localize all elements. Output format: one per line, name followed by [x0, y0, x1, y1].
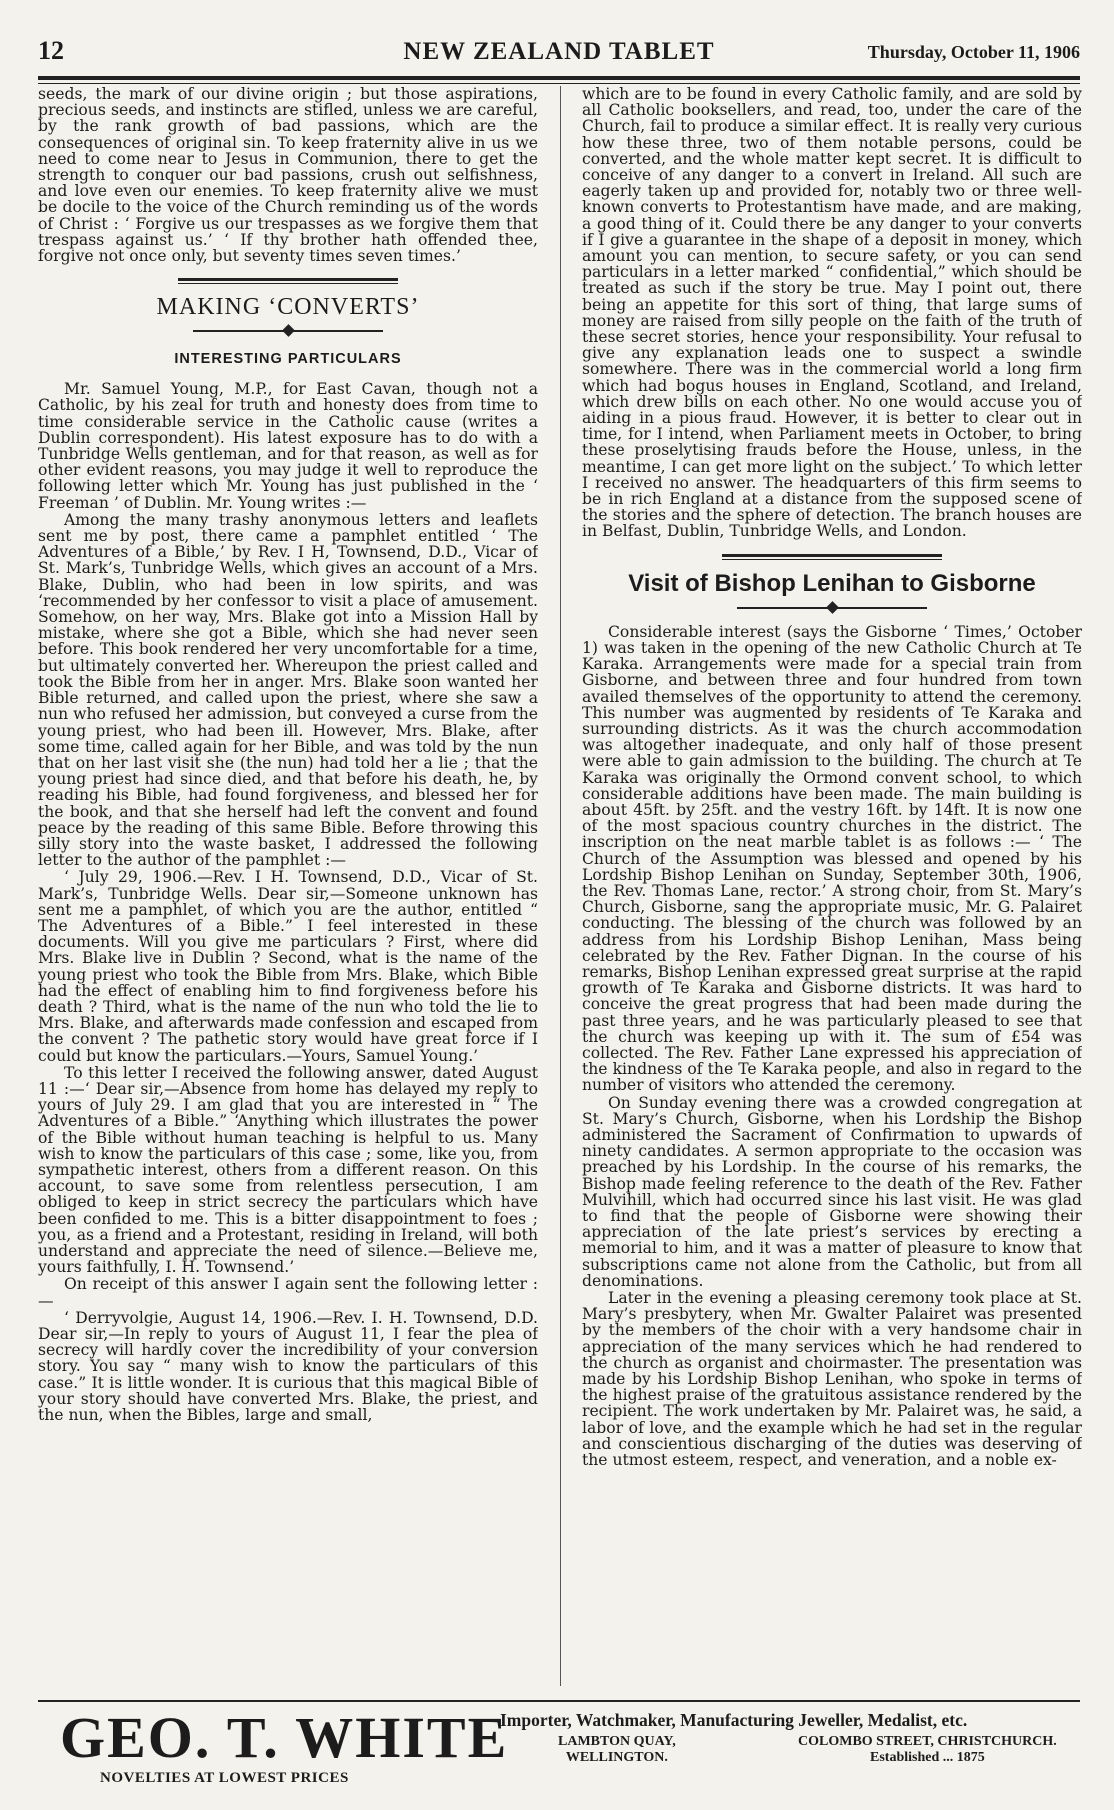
- page-header: [38, 32, 1080, 74]
- established-line: Established ... 1875: [870, 1750, 985, 1765]
- address-line: COLOMBO STREET, CHRISTCHURCH.: [798, 1734, 1057, 1749]
- article-paragraph: ‘ Derryvolgie, August 14, 1906.—Rev. I. H. Townsend, D.D. Dear sir,—In reply to yours of August 11, I fear the plea of secrecy will hardly cover the incredibility of your conversion story. You say “ many wish to know the particulars of this case.” It is little wonder. It is curious that this magical Bible of your story should have converted Mrs. Blake, the priest, and the nun, when the Bibles, large and small,: [38, 1308, 538, 1425]
- article-title-bishop-visit: Visit of Bishop Lenihan to Gisborne: [628, 569, 1036, 597]
- article-paragraph: Mr. Samuel Young, M.P., for East Cavan, though not a Catholic, by his zeal for truth and honesty does from time to time considerable service in the Catholic cause (writes a Dublin correspondent). His latest exposure has to do with a Tunbridge Wells gentleman, and for that reason, as well as for other evident reasons, you may judge it well to reproduce the following letter which Mr. Young has just published in the ‘ Freeman ’ of Dublin. Mr. Young writes :—: [38, 380, 538, 512]
- article-paragraph: Among the many trashy anonymous letters and leaflets sent me by post, there came a pamphlet entitled ‘ The Adventures of a Bible,’ by Rev. I H, Townsend, D.D., Vicar of St. Mark’s, Tunbridge Wells, which gives an account of a Mrs. Blake, Dublin, who had been in low spirits, and was ‘recommended by her confessor to visit a place of amusement. Somehow, on her way, Mrs. Blake got into a Mission Hall by mistake, where she got a Bible, which she had never seen before. This book rendered her very uncomfortable for a time, but ultimately converted her. Whereupon the priest called and took the Bible from her in anger. Mrs. Blake soon wanted her Bible returned, and called upon the priest, where she saw a nun who refused her admission, but conveyed a curse from the young priest, who had been ill. However, Mrs. Blake, after some time, called again for her Bible, and was told by the nun that on her last visit she (the nun) had told her a lie ; that the young priest had since died, and that before his death, he, by reading his Bible, had found forgiveness, and blessed her for the book, and that she herself had left the convent and found peace by the reading of this same Bible. Before throwing this silly story into the waste basket, I addressed the following letter to the author of the pamphlet :—: [38, 510, 538, 870]
- column-divider: [560, 86, 561, 1686]
- advertiser-name: GEO. T. WHITE: [60, 1705, 509, 1770]
- article-paragraph: ‘ July 29, 1906.—Rev. I H. Townsend, D.D., Vicar of St. Mark’s, Tunbridge Wells. Dear sir,—Someone unknown has sent me a pamphlet, of which you are the author, entitled “ The Adventures of a Bible.” I feel interested in these documents. Will you give me particulars ? First, where did Mrs. Blake live in Dublin ? Second, what is the name of the young priest who took the Bible from Mrs. Blake, which Bible had the effect of enabling him to find forgiveness before his death ? Third, what is the name of the nun who told the lie to Mrs. Blake, and afterwards made confession and escaped from the convent ? The pathetic story would have great force if I could but know the particulars.—Yours, Samuel Young.’: [38, 868, 538, 1065]
- article-paragraph: Considerable interest (says the Gisborne ‘ Times,’ October 1) was taken in the opening of the new Catholic Church at Te Karaka. Arrangements were made for a special train from Gisborne, and between three and four hundred from town availed themselves of the opportunity to attend the ceremony. This number was augmented by residents of Te Karaka and surrounding districts. As it was the church accommodation was altogether inadequate, and only half of those present were able to gain admission to the building. The church at Te Karaka was originally the Ormond convent school, to which considerable additions have been made. The main building is about 45ft. by 25ft. and the vestry 16ft. by 14ft. It is now one of the most spacious country churches in the district. The inscription on the neat marble tablet is as follows :— ‘ The Church of the Assumption was blessed and opened by his Lordship Bishop Lenihan on Sunday, September 30th, 1906, the Rev. Thomas Lane, rector.’ A strong choir, from St. Mary’s Church, Gisborne, sang the appropriate music, Mr. G. Palairet conducting. The blessing of the church was followed by an address from his Lordship Bishop Lenihan, Mass being celebrated by the Rev. Father Dignan. In the course of his remarks, Bishop Lenihan expressed great surprise at the rapid growth of Te Karaka and Gisborne districts. It was hard to conceive the great progress that had been made during the past three years, and he was particularly pleased to see that the church was keeping up with it. The sum of £54 was collected. The Rev. Father Lane expressed his appreciation of the kindness of the Te Karaka people, and also in regard to the number of visitors who attended the ceremony.: [582, 622, 1082, 1095]
- advertiser-trade: Importer, Watchmaker, Manufacturing Jeweller, Medalist, etc.: [500, 1710, 968, 1730]
- article-paragraph: On Sunday evening there was a crowded congregation at St. Mary’s Church, Gisborne, when his Lordship the Bishop administered the Sacrament of Confirmation to upwards of ninety candidates. A sermon appropriate to the occasion was preached by his Lordship. In the course of his remarks, the Bishop made feeling reference to the death of the Rev. Father Mulvihill, which had occurred since his last visit. He was glad to find that the people of Gisborne were showing their appreciation of the late priest’s services by erecting a memorial to him, and it was a matter of pleasure to know that subscriptions came not alone from the Catholic, but from all denominations.: [582, 1093, 1082, 1290]
- title-ornament: [193, 325, 383, 337]
- address-line: LAMBTON QUAY,: [558, 1734, 676, 1749]
- section-divider: [722, 554, 942, 560]
- header-rule-thick: [38, 76, 1080, 80]
- address-wellington: [558, 1734, 676, 1766]
- issue-date: Thursday, October 11, 1906: [867, 42, 1080, 62]
- advertiser-tagline: NOVELTIES AT LOWEST PRICES: [100, 1770, 349, 1786]
- left-column: [38, 86, 538, 1686]
- header-rule-thin: [38, 83, 1080, 84]
- intro-paragraph: seeds, the mark of our divine origin ; but those aspirations, precious seeds, and instincts are stifled, unless we are careful, by the rank growth of bad passions, which are the consequences of original sin. To keep fraternity alive in us we need to come near to Jesus in Communion, there to get the strength to conquer our bad passions, crush out selfishness, and love even our enemies. To keep fraternity alive we must be docile to the voice of the Church reminding us of the words of Christ : ‘ Forgive us our trespasses as we forgive them that trespass against us.’ ‘ If thy brother hath offended thee, forgive not once only, but seventy times seven times.’: [38, 86, 538, 266]
- article-paragraph: On receipt of this answer I again sent the following letter :—: [38, 1275, 538, 1310]
- page-number: 12: [38, 36, 64, 65]
- advertisement-banner: [38, 1700, 1080, 1796]
- section-divider: [178, 278, 398, 284]
- continuation-paragraph: which are to be found in every Catholic family, and are sold by all Catholic booksellers, and read, too, under the care of the Church, fail to produce a similar effect. It is really very curious how these three, two of them notable persons, could be converted, and the whole matter kept secret. It is difficult to conceive of any danger to a convert in Ireland. All such are eagerly taken up and provided for, notably two or three well-known converts to Protestantism have made, and are making, a good thing of it. Could there be any danger to your converts if I give a guarantee in the shape of a deposit in money, which amount you can mention, to secure safety, or you can send particulars in a letter marked “ confidential,” which should be treated as such if the story be true. May I point out, there being an appetite for this sort of thing, that large sums of money are raised from silly people on the faith of the truth of these secret stories, hence your responsibility. Your refusal to give any explanation leads one to suspect a swindle somewhere. There was in the commercial world a long firm which had bogus houses in England, Scotland, and Ireland, which drew bills on each other. No one would accuse you of aiding in a pious fraud. However, it is better to clear out in time, for I intend, when Parliament meets in October, to bring these proselytising frauds before the House, unless, in the meantime, I can get more light on the subject.’ To which letter I received no answer. The headquarters of this firm seems to be in rich England at a distance from the supposed scene of the stories and the sphere of detection. The branch houses are in Belfast, Dublin, Tunbridge Wells, and London.: [582, 86, 1082, 541]
- right-column: [582, 86, 1082, 1686]
- title-ornament: [737, 602, 927, 614]
- address-line: WELLINGTON.: [565, 1750, 668, 1765]
- article-paragraph: To this letter I received the following answer, dated August 11 :—‘ Dear sir,—Absence from home has delayed my reply to yours of July 29. I am glad that you are interested in “ The Adventures of a Bible.” ‘Anything which illustrates the power of the Bible without human teaching is helpful to us. Many wish to know the particulars of this case ; some, like you, from sympathetic interest, others from a different reason. On this account, to save some from relentless persecution, I am obliged to keep in strict secrecy the particulars which have been confided to me. This is a bitter disappointment to foes ; you, as a friend and a Protestant, residing in Ireland, will both understand and appreciate the need of silence.—Believe me, yours faithfully, I. H. Townsend.’: [38, 1063, 538, 1277]
- publication-title: NEW ZEALAND TABLET: [403, 38, 715, 65]
- address-christchurch: [798, 1734, 1057, 1766]
- article-paragraph: Later in the evening a pleasing ceremony took place at St. Mary’s presbytery, when Mr. Gwalter Palairet was presented by the members of the choir with a very handsome chair in appreciation of the many services which he had rendered to the church as organist and choirmaster. The presentation was made by his Lordship Bishop Lenihan, who spoke in terms of the highest praise of the gratuitous assistance rendered by the recipient. The work undertaken by Mr. Palairet was, he said, a labor of love, and the example which he had set in the regular and conscientious discharging of the duties was deserving of the utmost esteem, respect, and veneration, and a noble ex-: [582, 1289, 1082, 1470]
- article-title-making-converts: MAKING ‘CONVERTS’: [156, 294, 420, 321]
- article-subtitle: INTERESTING PARTICULARS: [174, 351, 402, 368]
